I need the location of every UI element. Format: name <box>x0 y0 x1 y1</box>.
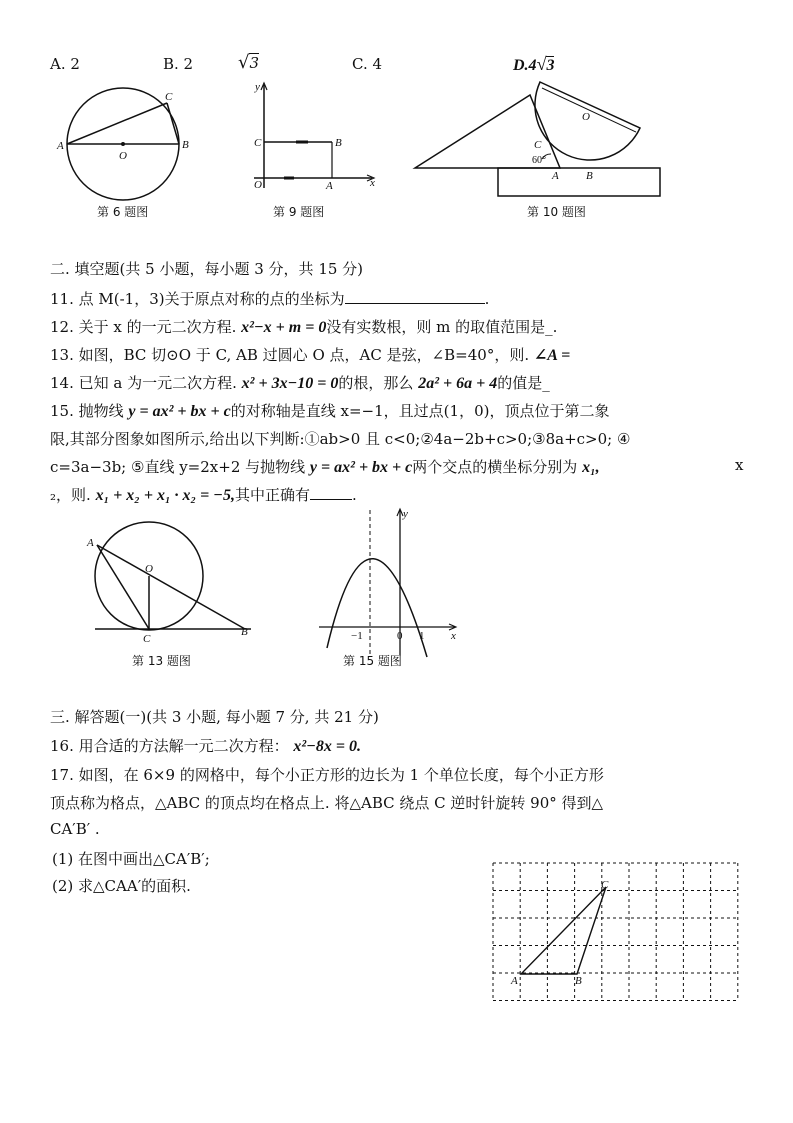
fig15-label-origin: 0 <box>397 630 403 642</box>
fig15-caption: 第 15 题图 <box>343 654 402 668</box>
question-15-line-3: c=3a−3b; ⑤直线 y=2x+2 与抛物线 y = ax² + bx + c两个交点的横坐标分别为 x₁, <box>50 458 600 476</box>
question-11: 11. 点 M(-1，3)关于原点对称的点的坐标为 . <box>50 290 490 308</box>
fig10-label-O: O <box>582 111 590 123</box>
question-15-x-var: x <box>735 456 744 474</box>
option-a: A. 2 <box>50 55 80 73</box>
question-15-line-4: ₂，则. x₁ + x₂ + x₁ · x₂ = −5,其中正确有 . <box>50 486 357 504</box>
figure-15-parabola <box>315 505 465 660</box>
sqrt-3-symbol: √3 <box>238 52 260 73</box>
section-2-title: 二. 填空题(共 5 小题，每小题 3 分，共 15 分) <box>50 260 364 278</box>
fig6-label-B: B <box>182 139 189 151</box>
fig10-label-C: C <box>534 139 542 151</box>
fig13-label-B: B <box>241 626 248 638</box>
fig15-label-neg1: −1 <box>351 630 363 642</box>
fig10-caption: 第 10 题图 <box>527 205 586 219</box>
fig15-label-1: 1 <box>419 630 425 642</box>
fig6-label-A: A <box>57 140 64 152</box>
fig9-label-B: B <box>335 137 342 149</box>
fig6-label-O: O <box>119 150 127 162</box>
section-3-title: 三. 解答题(一)(共 3 小题, 每小题 7 分, 共 21 分) <box>50 708 379 726</box>
figure-13-tangent <box>85 530 260 645</box>
fig9-label-A: A <box>326 180 333 192</box>
question-17-line-2: 顶点称为格点，△ABC 的顶点均在格点上. 将△ABC 绕点 C 逆时针旋转 90° 得到△ <box>50 794 604 812</box>
question-16: 16. 用合适的方法解一元二次方程： x²−8x = 0. <box>50 737 362 755</box>
question-17-line-3: CA′B′ . <box>50 820 100 838</box>
grid-label-C: C <box>601 879 609 891</box>
question-17-part-1: (1) 在图中画出△CA′B′; <box>52 850 210 868</box>
fig9-label-O: O <box>254 179 262 191</box>
fig15-label-y: y <box>403 508 408 520</box>
fig6-label-C: C <box>165 91 173 103</box>
fig13-label-A: A <box>87 537 94 549</box>
fig10-label-B: B <box>586 170 593 182</box>
fig13-label-O: O <box>145 563 153 575</box>
grid-label-B: B <box>575 975 582 987</box>
option-c: C. 4 <box>352 55 383 73</box>
question-17-line-1: 17. 如图，在 6×9 的网格中，每个小正方形的边长为 1 个单位长度，每个小正方形 <box>50 766 604 784</box>
question-15-line-2: 限,其部分图象如图所示,给出以下判断:①ab>0 且 c<0;②4a−2b+c>0;③8a+c>0; ④ <box>50 430 631 448</box>
figure-9-axes <box>250 80 385 195</box>
question-17-part-2: (2) 求△CAA′的面积. <box>52 877 191 895</box>
grid-label-A: A <box>511 975 518 987</box>
fig13-label-C: C <box>143 633 151 645</box>
fig15-label-x: x <box>451 630 456 642</box>
question-15-line-1: 15. 抛物线 y = ax² + bx + c的对称轴是直线 x=−1，且过点(1，0)，顶点位于第二象 <box>50 402 610 420</box>
fig10-angle: 60° <box>532 155 546 166</box>
fig9-label-x: x <box>370 177 375 189</box>
figure-6-circle <box>55 85 205 210</box>
fig13-caption: 第 13 题图 <box>132 654 191 668</box>
figure-10-protractor <box>410 75 670 200</box>
fig9-label-y: y <box>255 81 260 93</box>
question-14: 14. 已知 a 为一元二次方程. x² + 3x−10 = 0的根，那么 2a² + 6a + 4的值是_ <box>50 374 550 392</box>
figure-17-grid <box>493 862 733 1004</box>
fig6-caption: 第 6 题图 <box>97 205 149 219</box>
question-13: 13. 如图，BC 切⊙O 于 C, AB 过圆心 O 点，AC 是弦，∠B=40°，则. ∠A = <box>50 346 571 364</box>
option-b: B. 2 <box>163 55 194 73</box>
fig10-label-A: A <box>552 170 559 182</box>
fig9-label-C: C <box>254 137 262 149</box>
question-12: 12. 关于 x 的一元二次方程. x²−x + m = 0没有实数根，则 m 的取值范围是_. <box>50 318 558 336</box>
fig9-caption: 第 9 题图 <box>273 205 325 219</box>
option-d: D.4√3 <box>513 54 555 74</box>
